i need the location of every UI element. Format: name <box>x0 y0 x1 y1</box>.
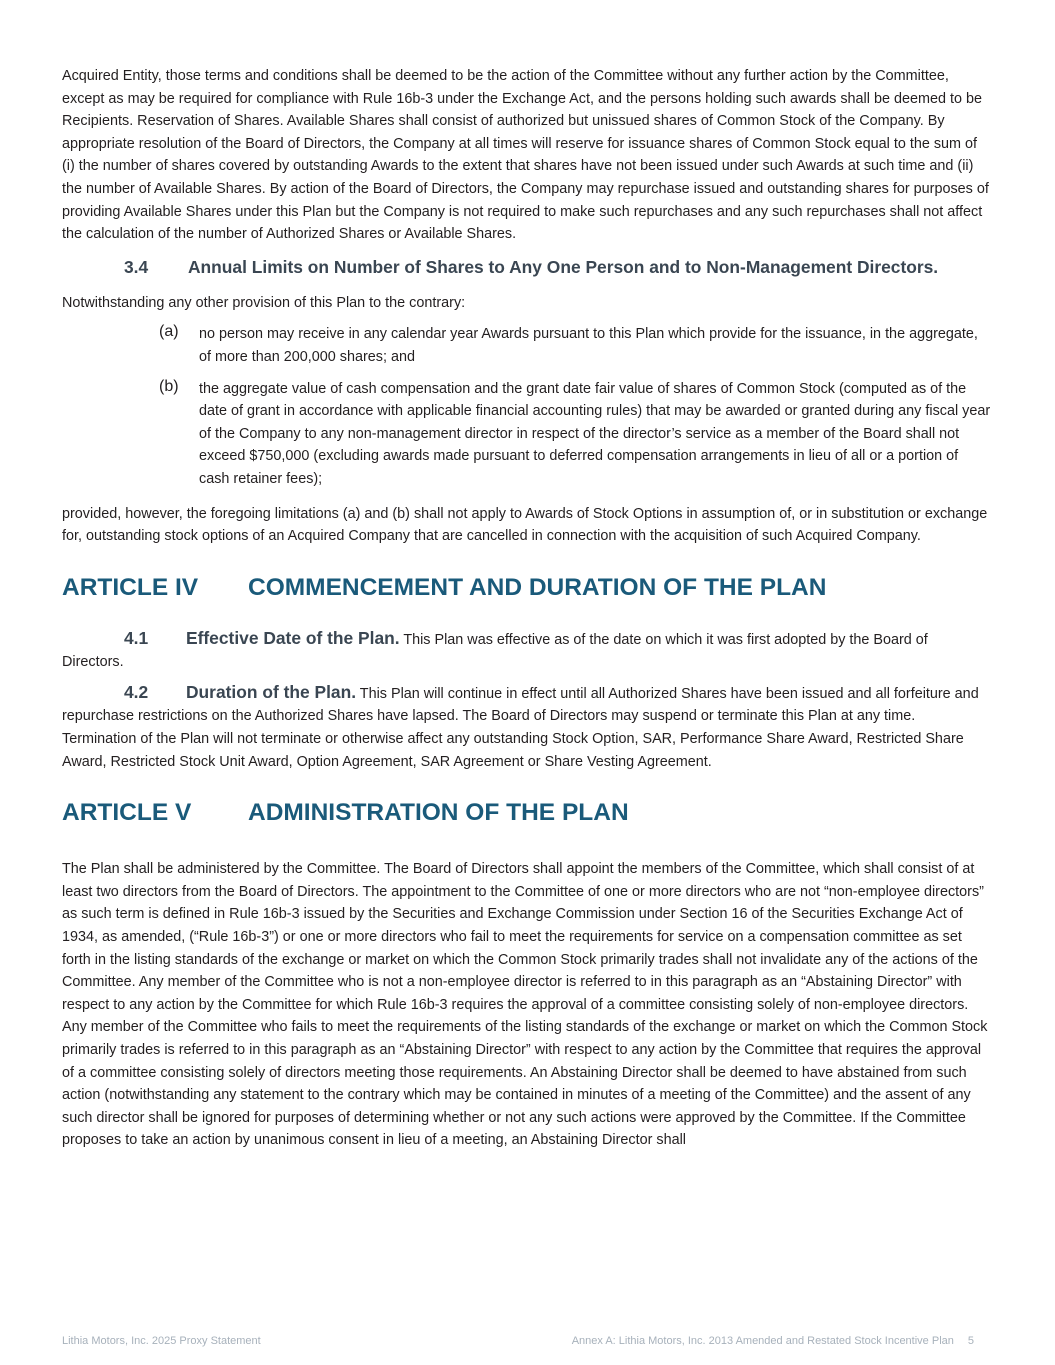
footer-right <box>572 1335 974 1347</box>
page-footer <box>62 1335 974 1351</box>
section-4-2-title: Duration of the Plan. <box>186 681 357 702</box>
footer-left-text: Lithia Motors, Inc. 2025 Proxy Statement <box>62 1335 261 1347</box>
page-number: 5 <box>967 1335 974 1347</box>
section-3-4-title: Annual Limits on Number of Shares to Any One Person and to Non-Management Directors. <box>188 256 939 277</box>
paragraph-reservation-of-shares: Acquired Entity, those terms and conditions shall be deemed to be the action of the Committee without any further action by the Committee, except as may be required for compliance with Rule 16b-3 under the Exchange Act, and the persons holding such awards shall be deemed to be Recipients. Reservation of Shares. Available Shares shall consist of authorized but unissued shares of Common Stock of the Company. By appropriate resolution of the Board of Directors, the Company at all times will reserve for issuance shares of Common Stock equal to the sum of (i) the number of shares covered by outstanding Awards to the extent that shares have not been issued under such Awards at such time and (ii) the number of Available Shares. By action of the Board of Directors, the Company may repurchase issued and outstanding shares for purposes of providing Available Shares under this Plan but the Company is not required to make such repurchases and any such repurchases shall not affect the calculation of the number of Authorized Shares or Available Shares. <box>62 68 989 243</box>
list-item-label: (b) <box>159 377 179 395</box>
footer-right-text: Annex A: Lithia Motors, Inc. 2013 Amended and Restated Stock Incentive Plan <box>571 1335 954 1347</box>
section-4-1-title: Effective Date of the Plan. <box>186 627 400 648</box>
article-v-label: ARTICLE V <box>62 799 192 827</box>
list-item-b <box>62 378 992 491</box>
list-item-label: (a) <box>159 323 179 341</box>
paragraph-administration: The Plan shall be administered by the Committee. The Board of Directors shall appoint the members of the Committee, which shall consist of at least two directors from the Board of Directors. The appointment to the Committee of one or more directors who are not “non-employee directors” as such term is defined in Rule 16b-3 issued by the Securities and Exchange Commission under Section 16 of the Securities Exchange Act of 1934, as amended, (“Rule 16b-3”) or one or more directors who fail to meet the requirements for service on a compensation committee as set forth in the listing standards of the exchange or market on which the Common Stock primarily trades shall not invalidate any of the actions of the Committee. Any member of the Committee who is not a non-employee director is referred to in this paragraph as an “Abstaining Director” with respect to any action by the Committee for which Rule 16b-3 requires the approval of a committee consisting solely of non-employee directors. Any member of the Committee who fails to meet the requirements of the listing standards of the exchange or market on which the Common Stock primarily trades is referred to in this paragraph as an “Abstaining Director” with respect to any action by the Committee that requires the approval of a committee consisting solely of directors meeting those requirements. An Abstaining Director shall be deemed to have abstained from such action (notwithstanding any statement to the contrary which may be contained in minutes of a meeting of the Committee) and the assent of any such director shall be ignored for purposes of determining whether or not any such actions were approved by the Committee. If the Committee proposes to take an action by unanimous consent in lieu of a meeting, an Abstaining Director shall <box>62 861 988 1149</box>
paragraph-notwithstanding: Notwithstanding any other provision of this Plan to the contrary: <box>62 294 466 311</box>
section-4-2 <box>62 681 992 773</box>
article-iv-heading <box>62 573 992 603</box>
article-iv-label: ARTICLE IV <box>62 573 199 601</box>
document-page <box>62 65 992 1152</box>
list-item-text: no person may receive in any calendar year Awards pursuant to this Plan which provide for the issuance, in the aggregate, of more than 200,000 shares; and <box>199 326 978 365</box>
article-iv-title: COMMENCEMENT AND DURATION OF THE PLAN <box>248 573 827 601</box>
list-item-a <box>62 323 992 368</box>
section-4-2-number: 4.2 <box>124 681 149 702</box>
section-3-4-heading <box>62 256 992 278</box>
article-v-heading <box>62 798 992 828</box>
list-item-text: the aggregate value of cash compensation and the grant date fair value of shares of Common Stock (computed as of the date of grant in accordance with applicable financial accounting rules) that may be awarded or granted during any fiscal year of the Company to any non-management director in respect of the director’s service as a member of the Board shall not exceed $750,000 (excluding awards made pursuant to deferred compensation arrangements in lieu of all or a portion of cash retainer fees); <box>199 380 991 487</box>
section-4-1 <box>62 627 992 674</box>
article-v-title: ADMINISTRATION OF THE PLAN <box>248 799 629 827</box>
section-3-4-number: 3.4 <box>124 256 149 277</box>
section-4-1-number: 4.1 <box>124 627 149 648</box>
paragraph-provided-however: provided, however, the foregoing limitations (a) and (b) shall not apply to Awards of Stock Options in assumption of, or in substitution or exchange for, outstanding stock options of an Acquired Company that are cancelled in connection with the acquisition of such Acquired Company. <box>62 505 988 545</box>
section-4-2-text: This Plan will continue in effect until all Authorized Shares have been issued and all forfeiture and repurchase restrictions on the Authorized Shares have lapsed. The Board of Directors may suspend or terminate this Plan at any time. Termination of the Plan will not terminate or otherwise affect any outstanding Stock Option, SAR, Performance Share Award, Restricted Share Award, Restricted Stock Unit Award, Option Agreement, SAR Agreement or Share Vesting Agreement. <box>62 685 979 770</box>
section-4-1-text: This Plan was effective as of the date on which it was first adopted by the Board of Directors. <box>62 631 928 671</box>
